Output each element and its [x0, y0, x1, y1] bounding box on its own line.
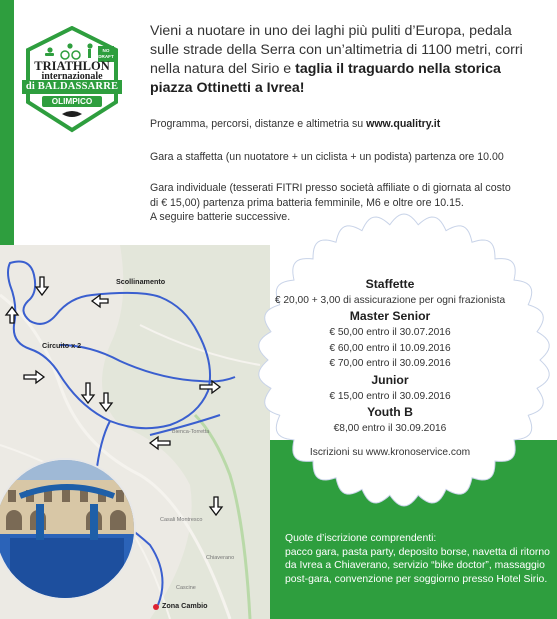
intro-text-bold: taglia il traguardo nella storica piazza Ottinetti a Ivrea! — [150, 61, 501, 96]
program-text: Programma, percorsi, distanze e altimetria su — [150, 118, 367, 130]
green-stripe — [0, 0, 14, 245]
badge-subtitle: internazionale — [41, 71, 103, 82]
badge-corner-text: NO DRAFT — [98, 48, 114, 59]
intro-paragraph — [150, 22, 530, 98]
individual-info-line1: Gara individuale (tesserati FITRI presso società affiliate o di giornata al costo — [150, 182, 511, 194]
quote-title: Quote d’iscrizione comprendenti: — [285, 533, 437, 544]
staffette-title: Staffette — [365, 277, 415, 291]
label-circuito: Circuito x 2 — [42, 341, 82, 350]
badge-banner-text: OLIMPICO — [51, 97, 93, 106]
badge-ribbon-text: di BALDASSARRE — [25, 81, 119, 92]
label-scollinamento: Scollinamento — [116, 277, 166, 286]
master-title: Master Senior — [349, 309, 431, 324]
individual-info-line3: A seguire batterie successive. — [150, 211, 291, 223]
program-line — [150, 117, 540, 132]
relay-info: Gara a staffetta (un nuotatore + un ciclista + un podista) partenza ore 10.00 — [150, 151, 504, 163]
place-chiaverano: Chiaverano — [206, 555, 235, 561]
place-bienca: Bienca-Torretta — [172, 429, 210, 435]
master-price-2: € 60,00 entro il 10.09.2016 — [329, 342, 451, 354]
qualitry-link[interactable]: www.qualitry.it — [366, 118, 441, 130]
place-cascine: Cascine — [176, 585, 196, 591]
label-zona-cambio: Zona Cambio — [162, 601, 208, 610]
prices-panel — [262, 276, 518, 461]
youth-price: €8,00 entro il 30.09.2016 — [333, 423, 447, 435]
triathlon-badge-logo — [18, 26, 126, 134]
staffette-price: € 20,00 + 3,00 di assicurazione per ogni frazionista — [274, 295, 506, 306]
iscrizioni-link[interactable]: Iscrizioni su www.kronoservice.com — [309, 447, 471, 459]
intro-text: Vieni a nuotare in uno dei laghi più puliti d’Europa, pedala sulle strade della Serra con un’altimetria di 1100 metri, corri nella natura del Sirio e — [150, 23, 523, 77]
piazza-photo — [0, 458, 136, 600]
youth-title: Youth B — [367, 405, 413, 420]
quote-body: pacco gara, pasta party, deposito borse, navetta di ritorno da Ivrea a Chiaverano, servizio “bike doctor”, massaggio post-gara, convenzione per soggiorno presso Hotel Sirio. — [285, 546, 550, 585]
master-price-3: € 70,00 entro il 30.09.2016 — [329, 358, 451, 370]
master-price-1: € 50,00 entro il 30.07.2016 — [329, 327, 451, 339]
place-casali: Casali Montresco — [160, 517, 203, 523]
badge-title: TRIATHLON — [34, 59, 110, 73]
junior-title: Junior — [371, 372, 409, 387]
quote-section — [285, 532, 553, 586]
individual-info-line2: di € 15,00) partenza prima batteria femminile, M6 e oltre ore 10.15. — [150, 196, 464, 209]
junior-price: € 15,00 entro il 30.09.2016 — [329, 390, 451, 402]
